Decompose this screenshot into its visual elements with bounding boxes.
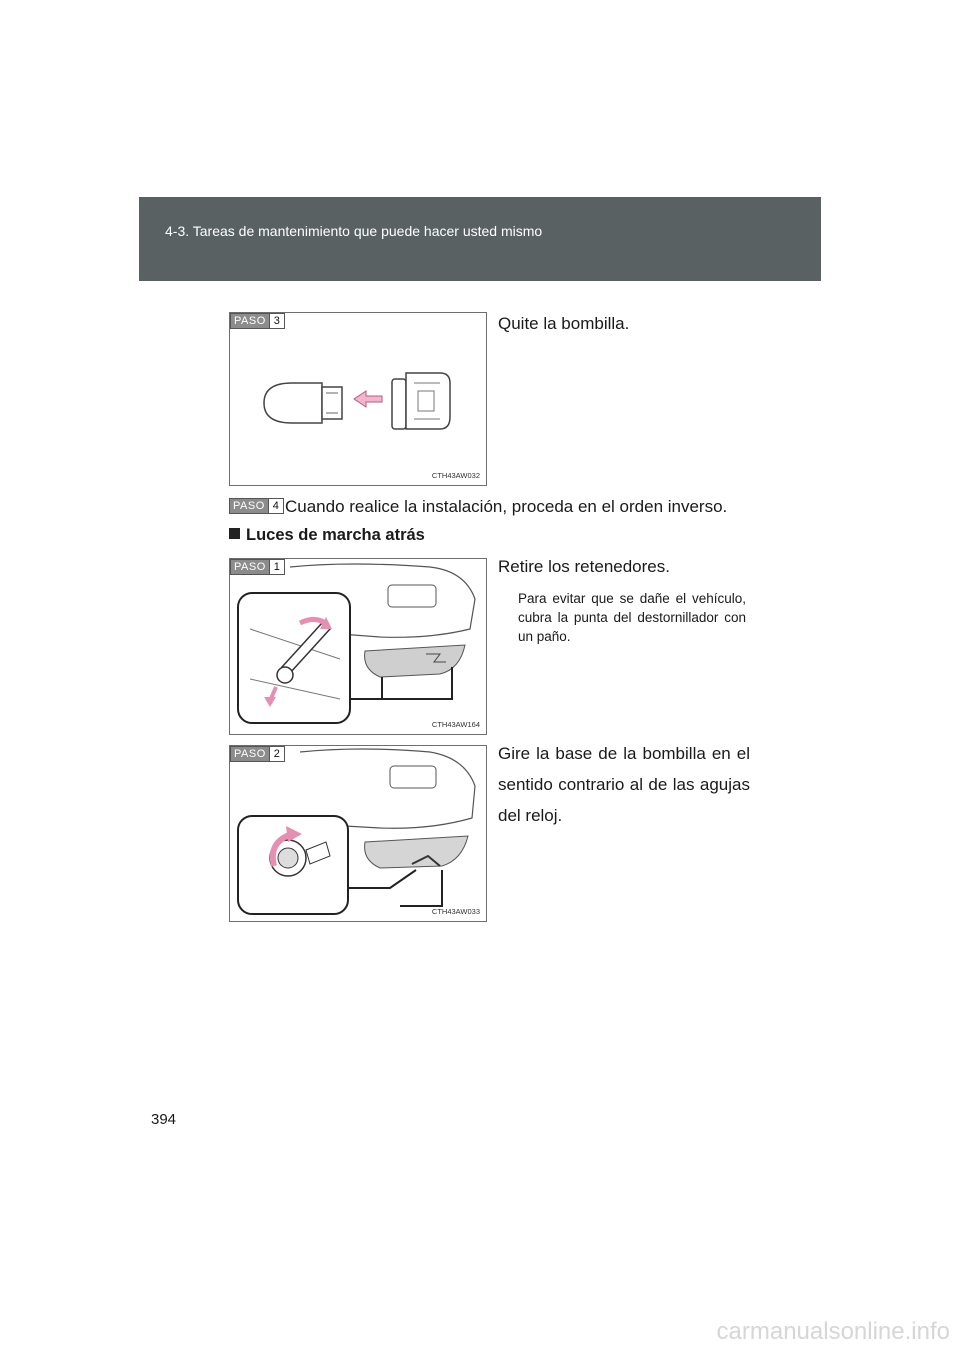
reverse-step1-note: Para evitar que se dañe el vehículo, cubra la punta del destornillador con un paño. <box>518 591 746 644</box>
watermark: carmanualsonline.info <box>716 1318 950 1345</box>
step3-text: Quite la bombilla. <box>498 314 630 333</box>
chapter-header <box>139 197 821 281</box>
chapter-title: 4-3. Tareas de mantenimiento que puede hacer usted mismo <box>165 223 543 239</box>
figure-remove-retainers <box>229 558 487 735</box>
bulb-illustration <box>230 313 486 485</box>
section-bullet-icon <box>229 528 240 539</box>
step-badge-3: PASO 3 <box>230 313 285 329</box>
rear-bumper-illustration <box>230 559 486 734</box>
page-number: 394 <box>151 1111 177 1128</box>
section-heading: Luces de marcha atrás <box>229 526 425 545</box>
rear-bumper-socket-illustration <box>230 746 486 921</box>
reverse-step1-text: Retire los retenedores. <box>498 557 670 576</box>
figure-code: CTH43AW033 <box>431 907 480 916</box>
reverse-step2-text: Gire la base de la bombilla en el sentido contrario al de las agujas del reloj. <box>498 744 750 825</box>
step-badge-1: PASO 1 <box>230 559 285 575</box>
figure-code: CTH43AW164 <box>431 720 480 729</box>
step-badge-2: PASO 2 <box>230 746 285 762</box>
step-badge-4: PASO 4 <box>229 498 284 514</box>
step4-text: Cuando realice la instalación, proceda en el orden inverso. <box>285 497 728 516</box>
figure-bulb-removal <box>229 312 487 486</box>
figure-turn-bulb-base <box>229 745 487 922</box>
figure-code: CTH43AW032 <box>431 471 480 480</box>
